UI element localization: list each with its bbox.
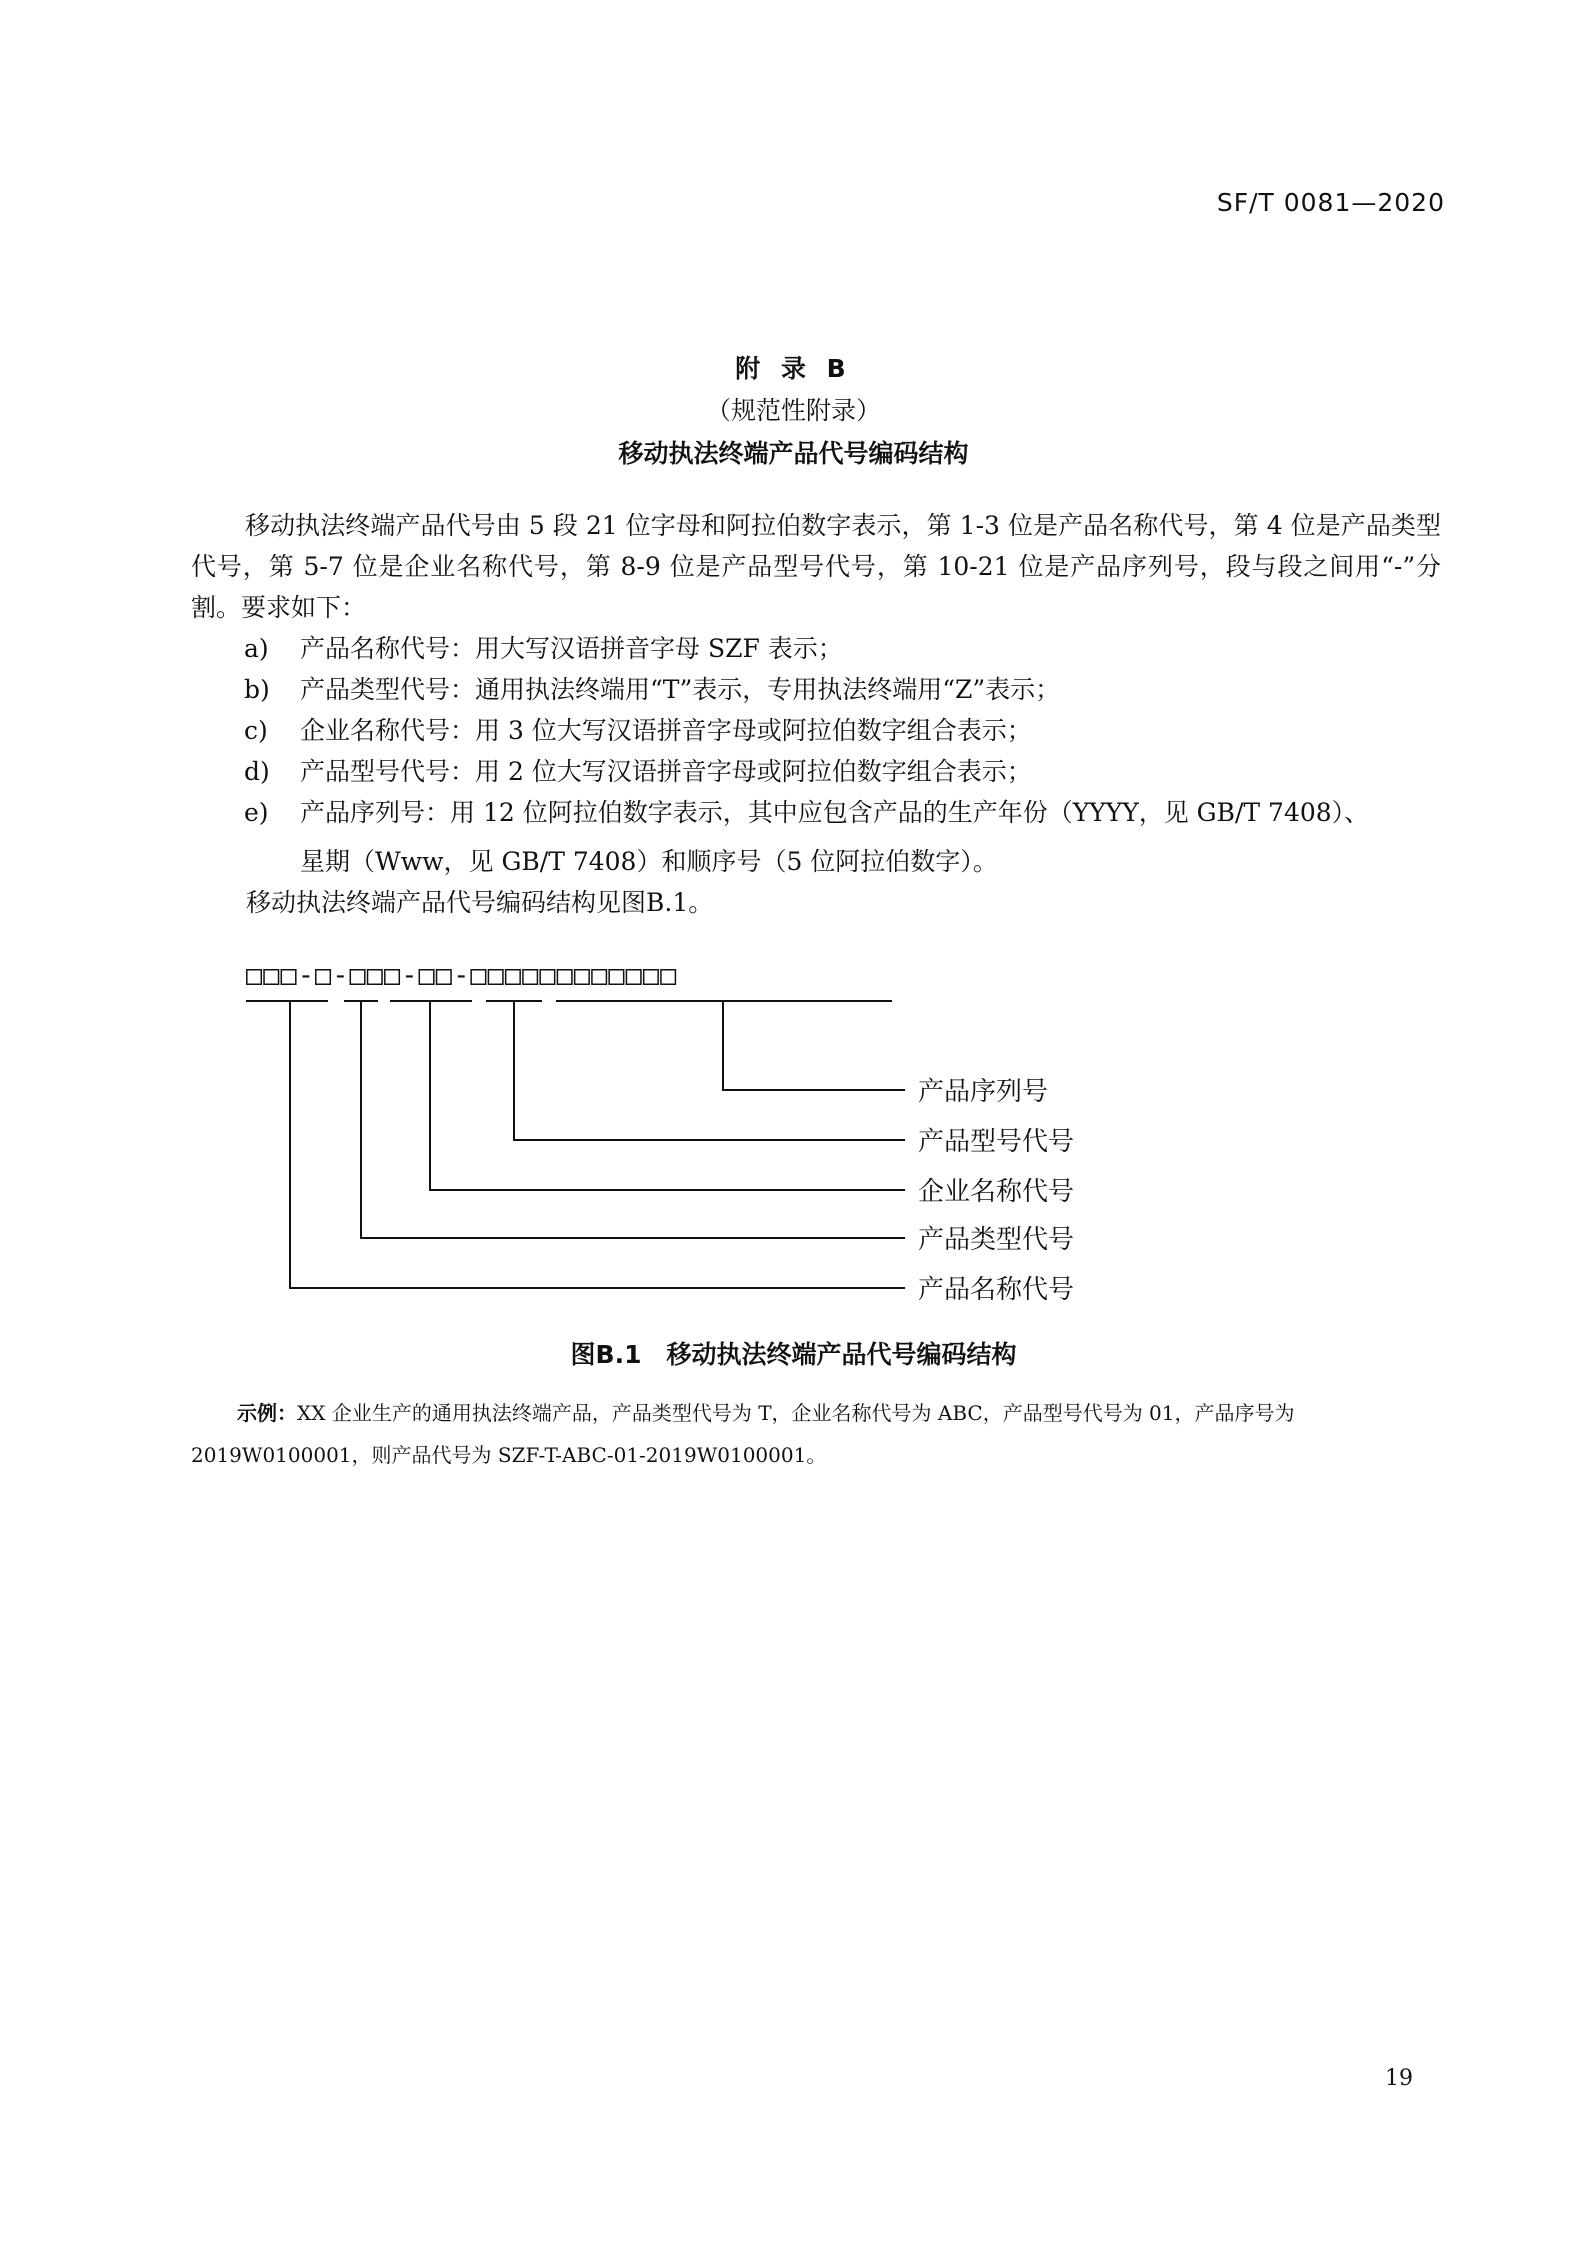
label-name: 产品名称代号 [918,1275,1075,1305]
list-item-e-continuation: 星期（Www，见 GB/T 7408）和顺序号（5 位阿拉伯数字）。 [300,847,998,876]
list-item-c [244,710,1032,751]
example-paragraph [191,1392,1441,1476]
example-text: XX 企业生产的通用执法终端产品，产品类型代号为 T，企业名称代号为 ABC，产品型号代号为 01，产品序号为 2019W0100001，则产品代号为 SZF-T-ABC-01-2019W0100001。 [191,1401,1295,1467]
appendix-title: 附 录 B [735,354,852,383]
connector-serial-vertical [722,1001,724,1091]
label-model: 产品型号代号 [918,1127,1075,1157]
segment-underline-name [246,1000,328,1002]
connector-type-horizontal [360,1237,905,1239]
list-marker: c) [244,716,268,745]
list-text: 产品型号代号：用 2 位大写汉语拼音字母或阿拉伯数字组合表示； [300,757,1032,786]
connector-model-horizontal [513,1139,905,1141]
figure-caption: 图B.1 移动执法终端产品代号编码结构 [570,1340,1017,1369]
connector-company-horizontal [429,1189,905,1191]
connector-serial-horizontal [722,1089,905,1091]
list-text: 产品类型代号：通用执法终端用“T”表示，专用执法终端用“Z”表示； [300,675,1061,704]
connector-model-vertical [513,1001,515,1141]
list-item-b [244,669,1060,710]
appendix-type: （规范性附录） [705,396,881,425]
list-item-d [244,751,1032,792]
list-text: 产品序列号：用 12 位阿拉伯数字表示，其中应包含产品的生产年份（YYYY，见 GB/T 7408）、 [300,798,1370,827]
label-company: 企业名称代号 [918,1177,1075,1207]
connector-type-vertical [360,1001,362,1239]
list-marker: e) [244,798,269,827]
page-number: 19 [1385,2066,1413,2091]
appendix-subtitle: 移动执法终端产品代号编码结构 [618,439,969,468]
list-text: 产品名称代号：用大写汉语拼音字母 SZF 表示； [300,634,843,663]
connector-name-horizontal [289,1287,905,1289]
list-marker: b) [244,675,270,704]
label-type: 产品类型代号 [918,1225,1075,1255]
list-item-a [244,628,843,669]
list-text: 企业名称代号：用 3 位大写汉语拼音字母或阿拉伯数字组合表示； [300,716,1032,745]
standard-code: SF/T 0081—2020 [1216,188,1445,217]
connector-name-vertical [289,1001,291,1289]
segment-underline-company [390,1000,472,1002]
connector-company-vertical [429,1001,431,1191]
intro-paragraph: 移动执法终端产品代号由 5 段 21 位字母和阿拉伯数字表示，第 1-3 位是产品名称代号，第 4 位是产品类型代号，第 5-7 位是企业名称代号，第 8-9 位是产品型号代号，第 10-21 位是产品序列号，段与段之间用“-”分割。要求如下： [191,511,1441,622]
example-label: 示例： [237,1401,297,1425]
list-marker: d) [244,757,270,786]
label-serial: 产品序列号 [918,1077,1049,1107]
list-item-e [244,792,1369,833]
figure-reference: 移动执法终端产品代号编码结构见图B.1。 [246,888,714,917]
list-marker: a) [244,634,269,663]
code-pattern: □□□-□-□□□-□□-□□□□□□□□□□□□ [246,960,678,991]
segment-underline-serial [556,1000,892,1002]
